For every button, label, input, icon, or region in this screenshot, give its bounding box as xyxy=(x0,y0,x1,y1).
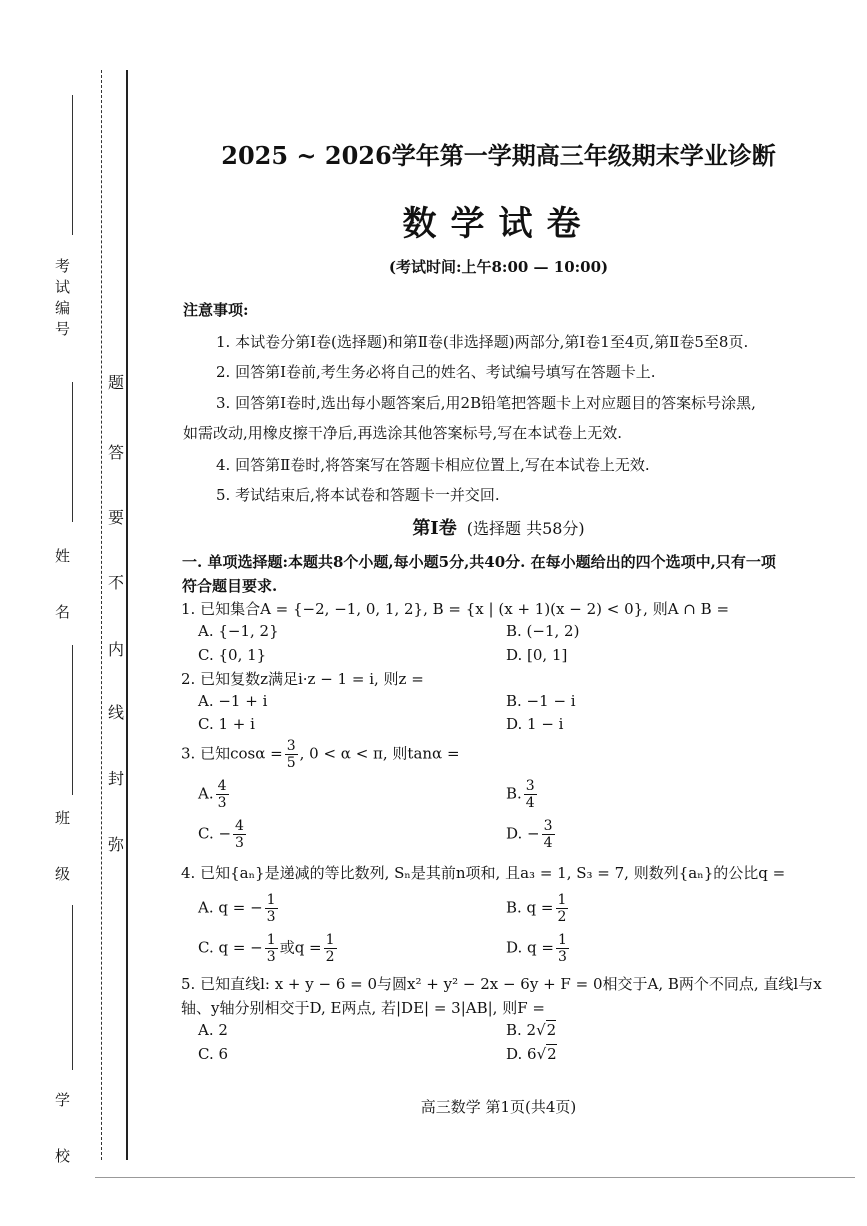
q3-option-c xyxy=(198,818,248,851)
exam-time: (考试时间:上午8:00 — 10:00) xyxy=(388,258,609,276)
exam-title: 2025 ~ 2026学年第一学期高三年级期末学业诊断 xyxy=(221,141,776,170)
seal-char-5: 内 xyxy=(108,640,125,659)
q3-stem-fraction xyxy=(285,738,298,771)
name-fill-line xyxy=(72,382,73,522)
note-4: 4. 回答第Ⅱ卷时,将答案写在答题卡相应位置上,写在本试卷上无效. xyxy=(216,456,650,474)
q5-b-radicand: 2 xyxy=(546,1021,557,1039)
page-footer: 高三数学 第1页(共4页) xyxy=(420,1098,577,1116)
q3-stem-den: 5 xyxy=(286,755,296,771)
seal-char-1: 题 xyxy=(108,373,125,392)
q4-c-den-2: 2 xyxy=(325,949,335,965)
school-label: 学 校 xyxy=(53,1092,71,1181)
part1-name: 第Ⅰ卷 xyxy=(412,518,457,539)
q5-b-pre: B. 2√ xyxy=(506,1021,546,1039)
q3-b-pre: B. xyxy=(506,784,522,803)
q3-option-d xyxy=(506,818,557,851)
q5-option-c: C. 6 xyxy=(198,1045,229,1063)
q4-d-den: 3 xyxy=(557,949,567,965)
q4-c-num: 1 xyxy=(266,932,276,948)
section1-line1: 一. 单项选择题:本题共8个小题,每小题5分,共40分. 在每小题给出的四个选项中,只有一项 xyxy=(182,553,776,571)
seal-char-3: 要 xyxy=(108,508,125,527)
q4-d-fraction xyxy=(556,932,569,965)
q3-stem-pre: 3. 已知cosα = xyxy=(181,744,283,763)
seal-char-7: 封 xyxy=(108,769,125,788)
q4-a-num: 1 xyxy=(266,892,276,908)
q3-b-num: 3 xyxy=(525,778,535,794)
q2-option-d: D. 1 − i xyxy=(506,715,564,733)
q3-stem-post: , 0 < α < π, 则tanα = xyxy=(299,744,460,763)
note-1: 1. 本试卷分第Ⅰ卷(选择题)和第Ⅱ卷(非选择题)两部分,第Ⅰ卷1至4页,第Ⅱ卷5至8页. xyxy=(216,333,749,351)
seal-char-2: 答 xyxy=(108,443,125,462)
note-5: 5. 考试结束后,将本试卷和答题卡一并交回. xyxy=(216,486,500,504)
q3-c-pre: C. − xyxy=(198,824,232,843)
q5-option-d xyxy=(506,1045,557,1063)
q4-option-c xyxy=(198,932,339,965)
q3-a-pre: A. xyxy=(198,784,214,803)
q5-option-b xyxy=(506,1021,556,1039)
class-fill-line xyxy=(72,645,73,795)
q2-stem: 2. 已知复数z满足i·z − 1 = i, 则z = xyxy=(181,670,424,688)
q3-d-pre: D. − xyxy=(506,824,540,843)
seal-char-6: 线 xyxy=(108,703,125,722)
q4-c-den: 3 xyxy=(266,949,276,965)
q5-stem-line1: 5. 已知直线l: x + y − 6 = 0与圆x² + y² − 2x − 6y + F = 0相交于A, B两个不同点, 直线l与x xyxy=(181,975,822,993)
seal-char-4: 不 xyxy=(108,573,125,592)
q3-a-num: 4 xyxy=(217,778,227,794)
note-3-cont: 如需改动,用橡皮擦干净后,再选涂其他答案标号,写在本试卷上无效. xyxy=(183,424,623,442)
class-label: 班 级 xyxy=(53,810,71,899)
q3-d-num: 3 xyxy=(543,818,553,834)
q5-d-pre: D. 6√ xyxy=(506,1045,547,1063)
q3-stem-num: 3 xyxy=(286,738,296,754)
q4-option-a xyxy=(198,892,280,925)
seal-char-8: 弥 xyxy=(108,835,125,854)
q3-d-den: 4 xyxy=(543,835,553,851)
q4-b-den: 2 xyxy=(557,909,567,925)
q4-c-fraction-2 xyxy=(324,932,337,965)
part1-title xyxy=(130,514,867,540)
q2-option-c: C. 1 + i xyxy=(198,715,255,733)
name-label: 姓 名 xyxy=(53,548,71,637)
exam-no-fill-line xyxy=(72,95,73,235)
exam-no-label: 考试编号 xyxy=(53,258,71,342)
binding-dashed-line xyxy=(101,70,102,1160)
notes-title: 注意事项: xyxy=(183,301,249,319)
note-3: 3. 回答第Ⅰ卷时,选出每小题答案后,用2B铅笔把答题卡上对应题目的答案标号涂黑, xyxy=(216,394,756,412)
q1-option-c: C. {0, 1} xyxy=(198,646,267,664)
q3-c-fraction xyxy=(233,818,246,851)
q3-d-fraction xyxy=(542,818,555,851)
q2-option-a: A. −1 + i xyxy=(198,692,268,710)
q4-d-pre: D. q = xyxy=(506,938,554,957)
part1-sub: (选择题 共58分) xyxy=(466,519,585,538)
q4-option-d xyxy=(506,932,571,965)
q4-option-b xyxy=(506,892,570,925)
school-fill-line xyxy=(72,905,73,1070)
section1-line2: 符合题目要求. xyxy=(182,577,278,595)
q4-a-den: 3 xyxy=(266,909,276,925)
q1-stem: 1. 已知集合A = {−2, −1, 0, 1, 2}, B = {x | (x + 1)(x − 2) < 0}, 则A ∩ B = xyxy=(181,600,730,618)
q4-c-num-2: 1 xyxy=(325,932,335,948)
q3-option-a xyxy=(198,778,231,811)
q3-c-num: 4 xyxy=(235,818,244,834)
q3-b-fraction xyxy=(524,778,537,811)
q4-a-pre: A. q = − xyxy=(198,898,263,917)
binding-border-line xyxy=(126,70,128,1160)
q1-option-d: D. [0, 1] xyxy=(506,646,568,664)
q3-c-den: 3 xyxy=(235,835,244,851)
q4-c-mid: 或q = xyxy=(279,938,322,957)
q3-stem xyxy=(181,738,460,771)
q4-b-fraction xyxy=(556,892,569,925)
q4-stem: 4. 已知{aₙ}是递减的等比数列, Sₙ是其前n项和, 且a₃ = 1, S₃ = 7, 则数列{aₙ}的公比q = xyxy=(181,864,786,882)
q4-a-fraction xyxy=(265,892,278,925)
q4-d-num: 1 xyxy=(557,932,567,948)
q3-a-fraction xyxy=(216,778,229,811)
subject-title: 数学试卷 xyxy=(402,204,595,244)
note-2: 2. 回答第Ⅰ卷前,考生务必将自己的姓名、考试编号填写在答题卡上. xyxy=(216,363,656,381)
q5-option-a: A. 2 xyxy=(198,1021,228,1039)
q4-b-pre: B. q = xyxy=(506,898,554,917)
q1-option-a: A. {−1, 2} xyxy=(198,622,279,640)
q4-c-pre: C. q = − xyxy=(198,938,263,957)
q5-stem-line2: 轴、y轴分别相交于D, E两点, 若|DE| = 3|AB|, 则F = xyxy=(181,999,545,1017)
q2-option-b: B. −1 − i xyxy=(506,692,576,710)
q3-b-den: 4 xyxy=(525,795,535,811)
q3-option-b xyxy=(506,778,539,811)
q1-option-b: B. (−1, 2) xyxy=(506,622,580,640)
q3-a-den: 3 xyxy=(217,795,227,811)
q5-d-radicand: 2 xyxy=(547,1045,557,1063)
q4-c-fraction xyxy=(265,932,278,965)
page-bottom-rule xyxy=(95,1177,855,1178)
q4-b-num: 1 xyxy=(557,892,567,908)
